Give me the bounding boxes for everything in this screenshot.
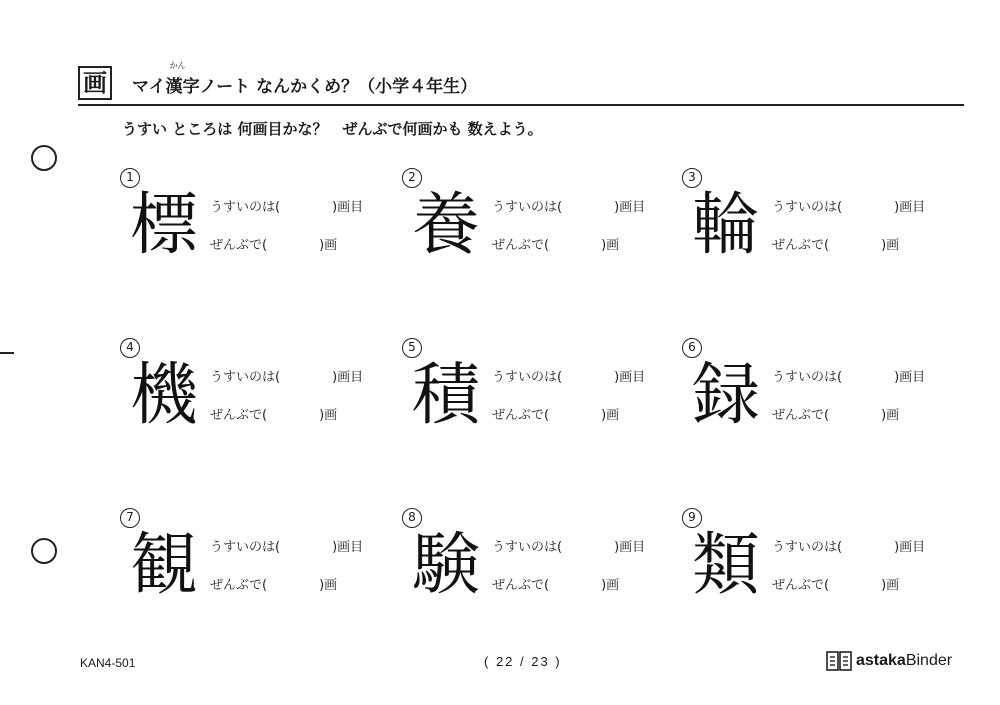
- total-stroke-label: ぜんぶで(: [772, 238, 830, 253]
- thin-stroke-label: うすいのは(: [210, 200, 281, 215]
- item-number: 4: [120, 338, 140, 358]
- instructions: うすい ところは 何画目かな？ ぜんぶで何画かも 数えよう。: [122, 120, 543, 138]
- kanji-character: 積: [412, 356, 481, 435]
- thin-stroke-label: うすいのは(: [772, 370, 843, 385]
- item-number: 3: [682, 168, 702, 188]
- thin-stroke-label: うすいのは(: [210, 540, 281, 555]
- thin-stroke-label: うすいのは(: [492, 200, 563, 215]
- thin-stroke-label: うすいのは(: [772, 540, 843, 555]
- worksheet-code: KAN4-501: [80, 656, 136, 670]
- item-number: 9: [682, 508, 702, 528]
- total-stroke-question: [210, 404, 337, 423]
- total-stroke-question: [772, 574, 899, 593]
- thin-stroke-unit: )画目: [332, 370, 364, 385]
- total-stroke-label: ぜんぶで(: [210, 408, 268, 423]
- title-kanji-with-ruby: [165, 61, 186, 97]
- binder-hole-top: [31, 145, 57, 171]
- brand-name-light: Binder: [905, 652, 953, 669]
- page-header: [78, 61, 964, 106]
- item-number: 2: [402, 168, 422, 188]
- total-stroke-unit: )画: [881, 238, 900, 253]
- title-before: マイ: [132, 77, 166, 97]
- kanji-character: 験: [412, 526, 481, 605]
- thin-stroke-question: [772, 196, 925, 215]
- thin-stroke-unit: )画目: [332, 200, 364, 215]
- total-stroke-label: ぜんぶで(: [492, 238, 550, 253]
- thin-stroke-unit: )画目: [332, 540, 364, 555]
- logo-icon: 画: [78, 66, 112, 100]
- thin-stroke-unit: )画目: [614, 540, 646, 555]
- thin-stroke-question: [210, 536, 363, 555]
- thin-stroke-question: [210, 366, 363, 385]
- item-number: 6: [682, 338, 702, 358]
- thin-stroke-question: [492, 366, 645, 385]
- item-number: 8: [402, 508, 422, 528]
- thin-stroke-label: うすいのは(: [210, 370, 281, 385]
- total-stroke-label: ぜんぶで(: [772, 578, 830, 593]
- fold-mark: [0, 352, 14, 354]
- thin-stroke-question: [210, 196, 363, 215]
- total-stroke-question: [492, 234, 619, 253]
- total-stroke-label: ぜんぶで(: [492, 578, 550, 593]
- kanji-character: 標: [130, 186, 199, 265]
- book-icon: [826, 650, 852, 672]
- thin-stroke-question: [772, 366, 925, 385]
- item-number: 5: [402, 338, 422, 358]
- brand-logo: [826, 650, 952, 674]
- total-stroke-unit: )画: [601, 408, 620, 423]
- total-stroke-question: [492, 404, 619, 423]
- total-stroke-question: [210, 574, 337, 593]
- kanji-item: [402, 168, 662, 288]
- total-stroke-unit: )画: [881, 408, 900, 423]
- total-stroke-question: [772, 404, 899, 423]
- kanji-item: [682, 508, 942, 628]
- kanji-character: 機: [130, 356, 199, 435]
- thin-stroke-question: [492, 536, 645, 555]
- kanji-item: [682, 168, 942, 288]
- kanji-item: [402, 508, 662, 628]
- total-stroke-unit: )画: [319, 408, 338, 423]
- total-stroke-question: [210, 234, 337, 253]
- binder-hole-bottom: [31, 538, 57, 564]
- brand-name-bold: astaka: [856, 652, 906, 669]
- page-number: ( 22 / 23 ): [484, 654, 562, 669]
- title-after: 字ノート なんかくめ？（小学４年生）: [182, 77, 478, 97]
- title-kanji: 漢: [165, 77, 183, 97]
- total-stroke-question: [772, 234, 899, 253]
- thin-stroke-unit: )画目: [894, 370, 926, 385]
- thin-stroke-question: [492, 196, 645, 215]
- total-stroke-label: ぜんぶで(: [210, 578, 268, 593]
- total-stroke-unit: )画: [319, 578, 338, 593]
- kanji-item: [120, 508, 380, 628]
- thin-stroke-unit: )画目: [894, 540, 926, 555]
- total-stroke-unit: )画: [601, 238, 620, 253]
- kanji-character: 録: [692, 356, 761, 435]
- total-stroke-label: ぜんぶで(: [492, 408, 550, 423]
- title-ruby: かん: [169, 61, 186, 70]
- item-number: 1: [120, 168, 140, 188]
- total-stroke-label: ぜんぶで(: [210, 238, 268, 253]
- thin-stroke-unit: )画目: [894, 200, 926, 215]
- kanji-item: [120, 168, 380, 288]
- thin-stroke-unit: )画目: [614, 370, 646, 385]
- thin-stroke-label: うすいのは(: [772, 200, 843, 215]
- item-number: 7: [120, 508, 140, 528]
- kanji-item: [402, 338, 662, 458]
- kanji-character: 輪: [692, 186, 761, 265]
- thin-stroke-label: うすいのは(: [492, 370, 563, 385]
- page-title: [132, 61, 478, 97]
- total-stroke-unit: )画: [319, 238, 338, 253]
- total-stroke-question: [492, 574, 619, 593]
- kanji-item: [120, 338, 380, 458]
- kanji-character: 類: [692, 526, 761, 605]
- kanji-character: 養: [412, 186, 481, 265]
- kanji-character: 観: [130, 526, 199, 605]
- thin-stroke-question: [772, 536, 925, 555]
- kanji-item: [682, 338, 942, 458]
- thin-stroke-unit: )画目: [614, 200, 646, 215]
- total-stroke-label: ぜんぶで(: [772, 408, 830, 423]
- total-stroke-unit: )画: [601, 578, 620, 593]
- thin-stroke-label: うすいのは(: [492, 540, 563, 555]
- total-stroke-unit: )画: [881, 578, 900, 593]
